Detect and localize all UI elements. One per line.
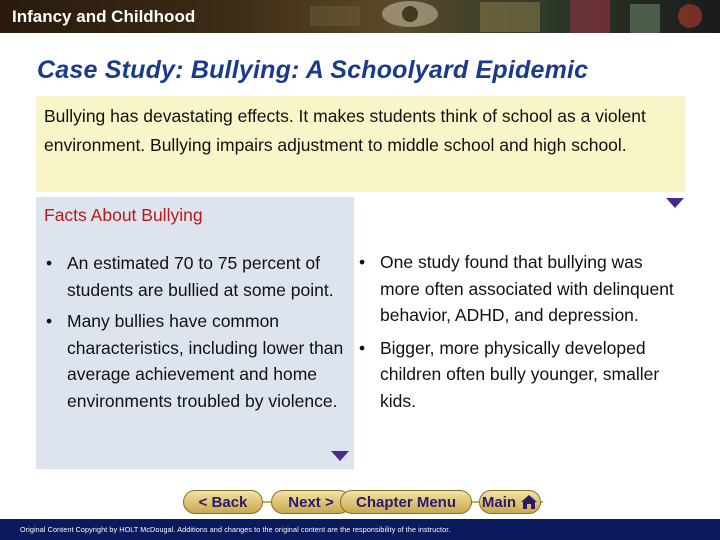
next-button[interactable]: Next >: [271, 490, 351, 514]
right-bullet-list: [353, 249, 683, 414]
home-icon: [520, 494, 538, 510]
left-bullet-list: [40, 250, 350, 414]
list-item: • One study found that bullying was more often associated with delinquent behavior, ADHD, and depression.: [353, 249, 683, 329]
slide-title: Case Study: Bullying: A Schoolyard Epidemic: [37, 56, 589, 84]
chapter-menu-button[interactable]: Chapter Menu: [340, 490, 472, 514]
header-banner: [0, 0, 720, 33]
main-button-label: Main: [481, 493, 517, 511]
list-item: • An estimated 70 to 75 percent of students are bullied at some point.: [40, 250, 350, 303]
facts-heading: Facts About Bullying: [44, 205, 203, 225]
list-item: • Many bullies have common characteristics, including lower than average achievement and home environments troubled by violence.: [40, 308, 350, 414]
intro-box: [36, 96, 685, 192]
back-button[interactable]: < Back: [183, 490, 263, 514]
copyright-text: Original Content Copyright by HOLT McDougal. Additions and changes to the original content are the responsibility of the instructor.: [20, 525, 451, 534]
section-title: Infancy and Childhood: [12, 7, 196, 26]
footer-bar: [0, 519, 720, 540]
intro-text: Bullying has devastating effects. It makes students think of school as a violent environment. Bullying impairs adjustment to middle school and high school.: [44, 106, 646, 155]
list-item: • Bigger, more physically developed children often bully younger, smaller kids.: [353, 335, 683, 415]
reveal-triangle-icon[interactable]: [331, 451, 349, 461]
reveal-triangle-icon[interactable]: [666, 198, 684, 208]
banner-collage-decoration: [250, 0, 720, 33]
main-button[interactable]: [479, 490, 541, 514]
